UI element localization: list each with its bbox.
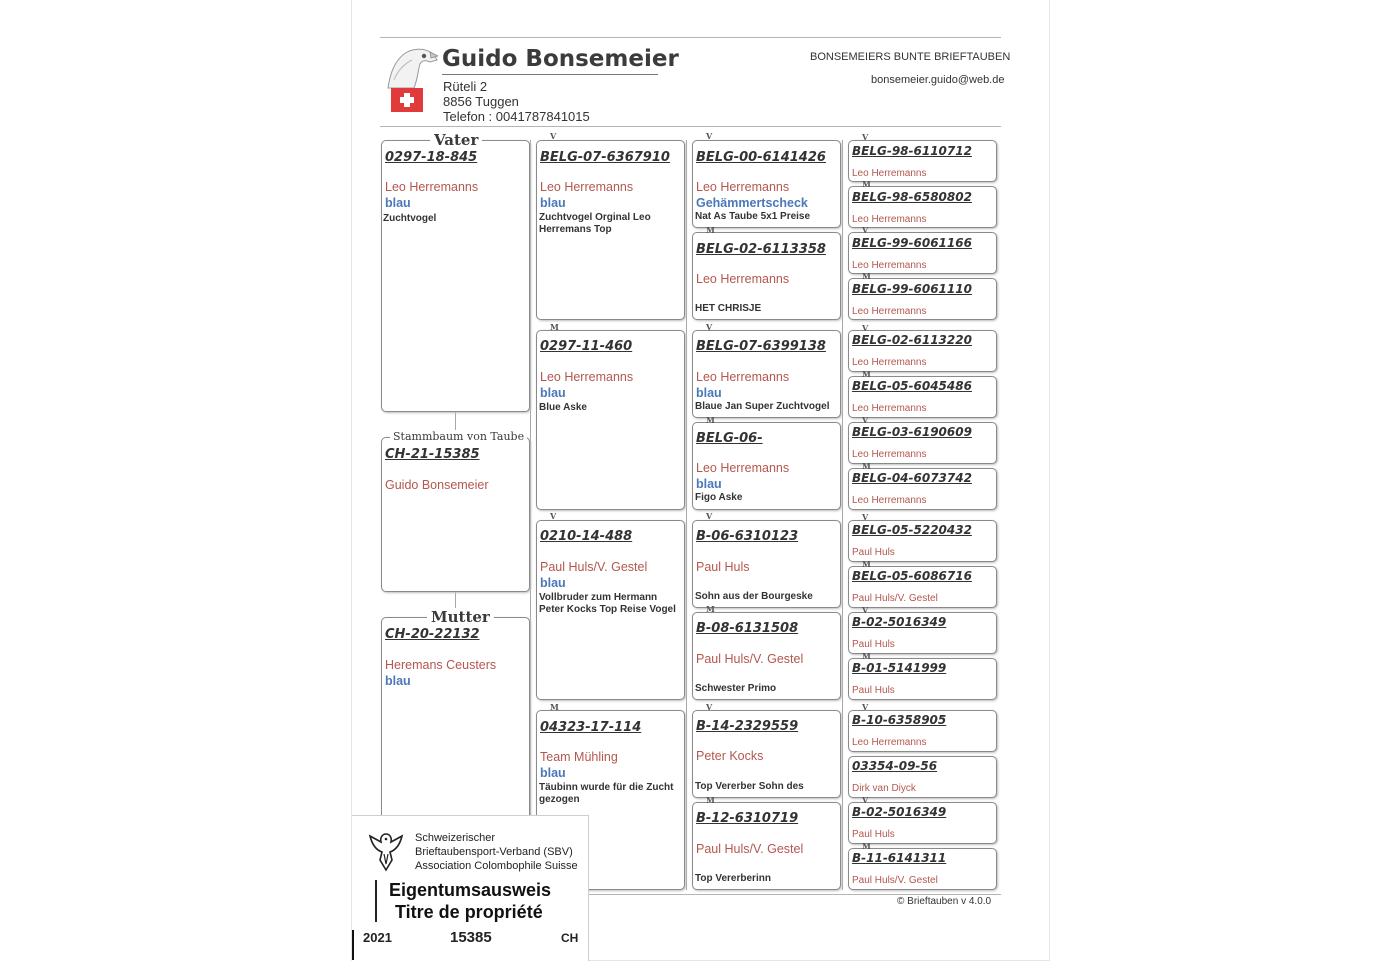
sbv-pigeon-emblem [362,830,410,874]
gen3-note: Top Vererber Sohn des [695,781,804,792]
father-label: Vater [430,131,482,149]
gen2-ring: 04323-17-114 [540,720,642,735]
gen2-owner: Leo Herremanns [540,180,634,194]
gen3-note: Sohn aus der Bourgeske [695,591,813,602]
gen4-owner: Leo Herremanns [852,168,927,179]
gen4-ring: 03354-09-56 [852,759,938,773]
sire-marker: V [862,415,869,425]
gen4-owner: Paul Huls [852,685,895,696]
gen4-ring: B-02-5016349 [852,805,947,819]
breeder-name: Guido Bonsemeier [442,46,679,72]
gen3-owner: Paul Huls [696,560,750,574]
gen3-ring: BELG-00-6141426 [696,150,826,165]
gen3-owner: Paul Huls/V. Gestel [696,842,804,856]
mother-ring: CH-20-22132 [385,627,480,642]
gen4-ring: B-02-5016349 [852,615,947,629]
sire-marker: V [550,511,557,521]
gen4-ring: BELG-05-6086716 [852,569,972,583]
gen4-ring: BELG-05-5220432 [852,523,972,537]
gen3-ring: BELG-06- [696,431,763,446]
gen4-ring: B-01-5141999 [852,661,947,675]
gen2-color: blau [540,196,566,210]
subject-label: Stammbaum von Taube [390,430,527,443]
gen4-ring: BELG-99-6061110 [852,282,972,296]
gen2-owner: Team Mühling [540,750,618,764]
certificate-bar [375,880,377,922]
certificate-country: CH [561,931,579,945]
sire-marker: V [862,225,869,235]
sire-marker: V [862,795,869,805]
dam-marker: M [862,369,871,379]
sire-marker: V [706,511,713,521]
gen2-note: Zuchtvogel Orginal Leo Herremans Top [539,212,651,235]
gen4-owner: Leo Herremanns [852,214,927,225]
gen3-ring: B-14-2329559 [696,719,799,734]
sbv-name-de-2: Brieftaubensport-Verband (SBV) [415,846,573,858]
connector [686,140,687,890]
dam-marker: M [706,225,715,235]
pigeon-head-logo [384,44,438,90]
address-street: Rüteli 2 [443,79,488,94]
dam-marker: M [550,322,559,332]
sire-marker: V [706,702,713,712]
gen3-ring: BELG-02-6113358 [696,242,826,257]
gen3-owner: Paul Huls/V. Gestel [696,652,804,666]
gen3-ring: BELG-07-6399138 [696,339,826,354]
gen4-owner: Paul Huls/V. Gestel [852,593,938,604]
father-note: Zuchtvogel [383,213,437,224]
gen4-owner: Leo Herremanns [852,403,927,414]
gen4-owner: Paul Huls/V. Gestel [852,875,938,886]
mother-owner: Heremans Ceusters [385,658,497,672]
gen4-ring: BELG-04-6073742 [852,471,972,485]
gen2-owner: Leo Herremanns [540,370,634,384]
gen3-ring: B-06-6310123 [696,529,799,544]
dam-marker: M [862,461,871,471]
dam-marker: M [862,651,871,661]
footer-rule [588,894,1001,895]
gen3-owner: Leo Herremanns [696,180,790,194]
mother-label: Mutter [427,608,494,626]
gen4-owner: Dirk van Diyck [852,783,916,794]
gen2-ring: BELG-07-6367910 [540,150,670,165]
gen2-color: blau [540,766,566,780]
father-ring: 0297-18-845 [385,150,478,165]
dam-marker: M [862,841,871,851]
dam-marker: M [862,559,871,569]
gen4-ring: BELG-03-6190609 [852,425,972,439]
email-address: bonsemeier.guido@web.de [871,74,1005,86]
gen3-ring: B-08-6131508 [696,621,799,636]
dam-marker: M [862,179,871,189]
gen3-note: Schwester Primo [695,683,777,694]
certificate-number: 15385 [450,929,492,946]
mother-color: blau [385,674,411,688]
dam-marker: M [706,415,715,425]
gen4-owner: Paul Huls [852,639,895,650]
gen4-owner: Leo Herremanns [852,260,927,271]
certificate-title-de: Eigentumsausweis [389,880,552,900]
gen3-owner: Leo Herremanns [696,461,790,475]
dam-marker: M [862,271,871,281]
gen3-owner: Leo Herremanns [696,272,790,286]
swiss-flag-icon [391,88,423,112]
gen4-owner: Paul Huls [852,547,895,558]
sire-marker: V [862,512,869,522]
gen4-ring: BELG-98-6110712 [852,144,972,158]
copyright: © Brieftauben v 4.0.0 [897,896,992,907]
connector [842,140,843,890]
gen4-owner: Leo Herremanns [852,495,927,506]
gen3-ring: B-12-6310719 [696,811,799,826]
gen4-owner: Leo Herremanns [852,357,927,368]
subject-owner: Guido Bonsemeier [385,478,489,492]
loft-name: BONSEMEIERS BUNTE BRIEFTAUBEN [810,51,1011,63]
gen4-owner: Leo Herremanns [852,449,927,460]
gen3-owner: Peter Kocks [696,749,764,763]
gen2-note: Vollbruder zum Hermann Peter Kocks Top Reise Vogel [539,592,676,615]
gen2-card[interactable] [536,330,685,510]
gen2-note: Täubinn wurde für die Zucht gezogen [539,782,674,805]
header-top-rule [380,37,1001,38]
gen3-note: Figo Aske [695,492,743,503]
gen3-note: Nat As Taube 5x1 Preise [695,211,811,222]
sbv-name-fr: Association Colombophile Suisse [415,860,578,872]
name-underline [442,74,658,75]
gen3-note: Blaue Jan Super Zuchtvogel [695,401,830,412]
sire-marker: V [862,605,869,615]
gen3-note: HET CHRISJE [695,303,762,314]
gen2-note: Blue Aske [539,402,587,413]
gen3-color: blau [696,477,722,491]
gen3-note: Top Vererberinn [695,873,771,884]
gen3-color: blau [696,386,722,400]
subject-ring: CH-21-15385 [385,447,480,462]
sire-marker: V [706,322,713,332]
header-bottom-rule [380,126,1001,127]
scan-edge [352,930,354,960]
sire-marker: V [862,702,869,712]
address-city: 8856 Tuggen [443,94,519,109]
connector [530,140,531,890]
gen3-color: Gehämmertscheck [696,196,808,210]
gen4-ring: BELG-02-6113220 [852,333,972,347]
gen4-ring: BELG-05-6045486 [852,379,972,393]
sire-marker: V [550,131,557,141]
certificate-year: 2021 [363,930,392,945]
gen2-ring: 0210-14-488 [540,529,633,544]
gen4-ring: BELG-99-6061166 [852,236,972,250]
certificate-title-fr: Titre de propriété [395,902,543,922]
dam-marker: M [706,795,715,805]
sire-marker: V [706,131,713,141]
gen4-owner: Leo Herremanns [852,737,927,748]
gen4-owner: Leo Herremanns [852,306,927,317]
phone-number: Telefon : 0041787841015 [443,109,590,124]
gen2-color: blau [540,576,566,590]
father-owner: Leo Herremanns [385,180,479,194]
dam-marker: M [550,702,559,712]
gen4-owner: Paul Huls [852,829,895,840]
dam-marker: M [706,604,715,614]
gen4-ring: BELG-98-6580802 [852,190,972,204]
gen2-color: blau [540,386,566,400]
gen4-ring: B-11-6141311 [852,851,947,865]
gen2-ring: 0297-11-460 [540,339,633,354]
gen2-owner: Paul Huls/V. Gestel [540,560,648,574]
sire-marker: V [862,132,869,142]
gen4-ring: B-10-6358905 [852,713,947,727]
sire-marker: V [862,323,869,333]
father-color: blau [385,196,411,210]
sbv-name-de: Schweizerischer [415,832,496,844]
gen3-owner: Leo Herremanns [696,370,790,384]
